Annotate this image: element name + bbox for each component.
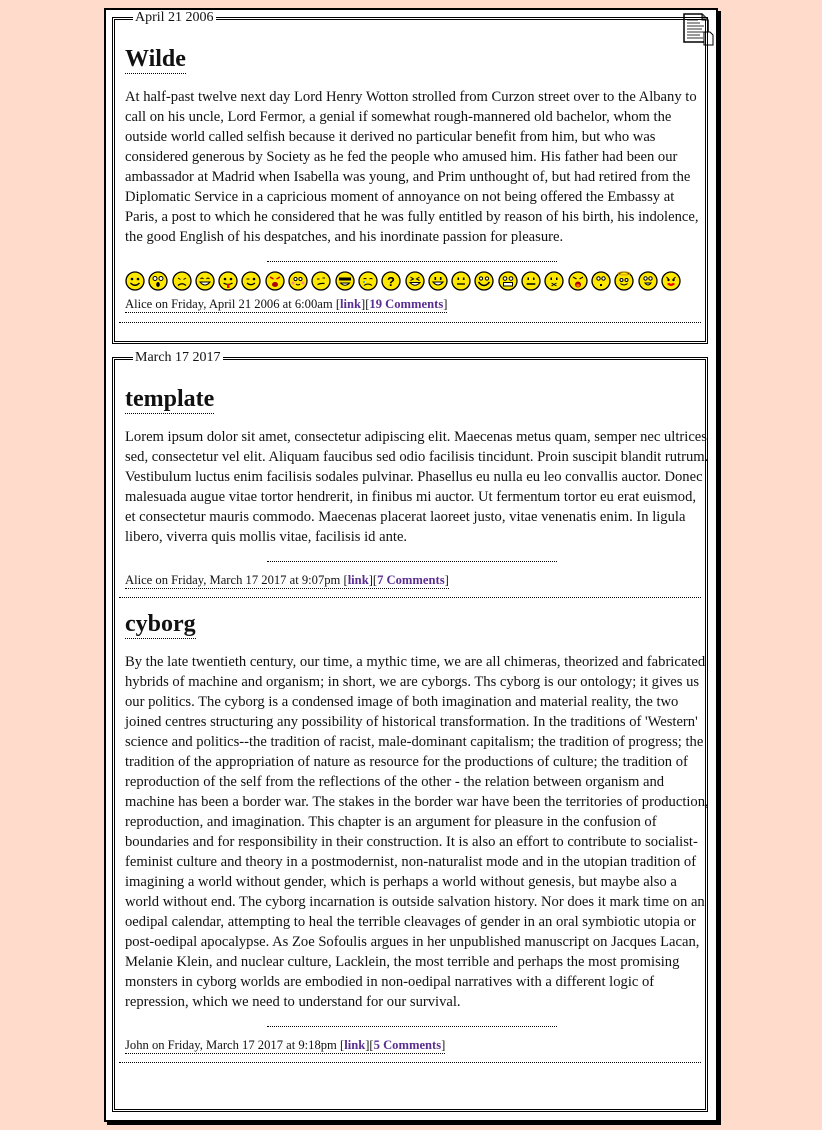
day-section xyxy=(112,350,709,1112)
comments-link[interactable]: 5 Comments xyxy=(373,1038,442,1052)
sealed-smiley-icon[interactable] xyxy=(521,271,541,291)
post-separator xyxy=(119,322,701,323)
confused-smiley-icon[interactable] xyxy=(311,271,331,291)
day-date: April 21 2006 xyxy=(135,10,214,25)
cry-smiley-icon[interactable] xyxy=(358,271,378,291)
post-body: Lorem ipsum dolor sit amet, consectetur adipiscing elit. Maecenas metus quam, semper nec ultrices sed, consectetur vel elit. Aliquam faucibus sed odio facilisis tincidunt. Proin suscipit blandit rutrum. Vestibulum luctus enim facilisis sodales pulvinar. Phasellus eu nulla eu leo convallis auctor. Donec malesuada augue vitae tortor hendrerit, in finibus mi auctor. Ut fermentum tortor eu erat euismod, et consectetur mauris commodo. Maecenas placerat laoreet justo, vitae venenatis enim. In ligula libero, viverra quis mollis vitae, facilisis id ante. xyxy=(125,429,709,545)
laugh-smiley-icon[interactable] xyxy=(195,271,215,291)
sad-smiley-icon[interactable] xyxy=(172,271,192,291)
post xyxy=(115,360,709,598)
smiley-row xyxy=(125,271,699,291)
blog-page xyxy=(104,8,718,1122)
separator xyxy=(267,561,557,562)
post-meta-text: Alice on Friday, March 17 2017 at 9:07pm xyxy=(125,573,344,587)
post xyxy=(115,20,705,323)
post xyxy=(115,598,709,1063)
neutral-smiley-icon[interactable] xyxy=(451,271,471,291)
permalink[interactable]: link xyxy=(344,1038,366,1052)
post-meta-text: Alice on Friday, April 21 2006 at 6:00am xyxy=(125,297,336,311)
separator xyxy=(267,1026,557,1027)
surprised-smiley-icon[interactable] xyxy=(591,271,611,291)
shocked-smiley-icon[interactable] xyxy=(148,271,168,291)
separator xyxy=(267,261,557,262)
post-body: At half-past twelve next day Lord Henry Wotton strolled from Curzon street over to the Albany to call on his uncle, Lord Fermor, a genial if somewhat rough-mannered old bachelor, whom the outside world called selfish because it derived no particular benefit from him, but who was considered generous by Society as he fed the people who amused him. His father had been our ambassador at Madrid when Isabella was young, and Prim unthought of, but had retired from the Diplomatic Service in a capricious moment of annoyance on not being offered the Embassy at Paris, a post to which he considered that he was fully entitled by reason of his birth, his indolence, the good English of his despatches, and his inordinate passion for pleasure. xyxy=(125,89,699,245)
svg-text:?: ? xyxy=(387,274,396,289)
wink-smiley-icon[interactable] xyxy=(241,271,261,291)
post-meta: Alice on Friday, April 21 2006 at 6:00am [link][19 Comments] xyxy=(125,297,448,311)
shout-smiley-icon[interactable] xyxy=(568,271,588,291)
kiss-smiley-icon[interactable] xyxy=(661,271,681,291)
angry-smiley-icon[interactable] xyxy=(265,271,285,291)
wide-eyed-smiley-icon[interactable] xyxy=(638,271,658,291)
post-separator xyxy=(119,1062,701,1063)
day-date: March 17 2017 xyxy=(135,350,221,365)
post-meta-text: John on Friday, March 17 2017 at 9:18pm xyxy=(125,1038,341,1052)
post-title[interactable]: template xyxy=(125,386,215,412)
tongue-smiley-icon[interactable] xyxy=(218,271,238,291)
worried-smiley-icon[interactable] xyxy=(544,271,564,291)
grimace-smiley-icon[interactable] xyxy=(498,271,518,291)
post-meta: John on Friday, March 17 2017 at 9:18pm [link][5 Comments] xyxy=(125,1038,446,1052)
question-smiley-icon[interactable] xyxy=(381,271,401,291)
permalink[interactable]: link xyxy=(340,297,362,311)
smile-smiley-icon[interactable] xyxy=(125,271,145,291)
post-title[interactable]: cyborg xyxy=(125,611,196,637)
comments-link[interactable]: 19 Comments xyxy=(369,297,444,311)
permalink[interactable]: link xyxy=(347,573,369,587)
post-meta: Alice on Friday, March 17 2017 at 9:07pm [link][7 Comments] xyxy=(125,573,449,587)
blush-smiley-icon[interactable] xyxy=(288,271,308,291)
crazy-smiley-icon[interactable] xyxy=(474,271,494,291)
day-section xyxy=(112,10,708,344)
post-title[interactable]: Wilde xyxy=(125,46,186,72)
comments-link[interactable]: 7 Comments xyxy=(377,573,445,587)
angel-smiley-icon[interactable] xyxy=(614,271,634,291)
happy-smiley-icon[interactable] xyxy=(428,271,448,291)
post-body: By the late twentieth century, our time, a mythic time, we are all chimeras, theorized and fabricated hybrids of machine and organism; in short, we are cyborgs. Ths cyborg is our ontology; it gives us our politics. The cyborg is a condensed image of both imagination and material reality, the two joined centres structuring any possibility of historical transformation. In the traditions of 'Western' science and politics--the tradition of racist, male-dominant capitalism; the tradition of progress; the tradition of the appropriation of nature as resource for the productions of culture; the tradition of reproduction of the self from the reflections of the other - the relation between organism and machine has been a border war. The stakes in the border war have been the territories of production, reproduction, and imagination. This chapter is an argument for pleasure in the confusion of boundaries and for responsibility in their construction. It is also an effort to contribute to socialist-feminist culture and theory in a postmodernist, non-naturalist mode and in the utopian tradition of imagining a world without gender, which is perhaps a world without genesis, but maybe also a world without end. The cyborg incarnation is outside salvation history. Nor does it mark time on an oedipal calendar, attempting to heal the terrible cleavages of gender in an oral symbiotic utopia or post-oedipal apocalypse. As Zoe Sofoulis argues in her unpublished manuscript on Jacques Lacan, Melanie Klein, and nuclear culture, Lacklein, the most terrible and perhaps the most promising monsters in cyborg worlds are embodied in non-oedipal narratives with a different logic of repression, which we need to understand for our survival. xyxy=(125,654,709,1010)
grin-smiley-icon[interactable] xyxy=(405,271,425,291)
cool-smiley-icon[interactable] xyxy=(335,271,355,291)
